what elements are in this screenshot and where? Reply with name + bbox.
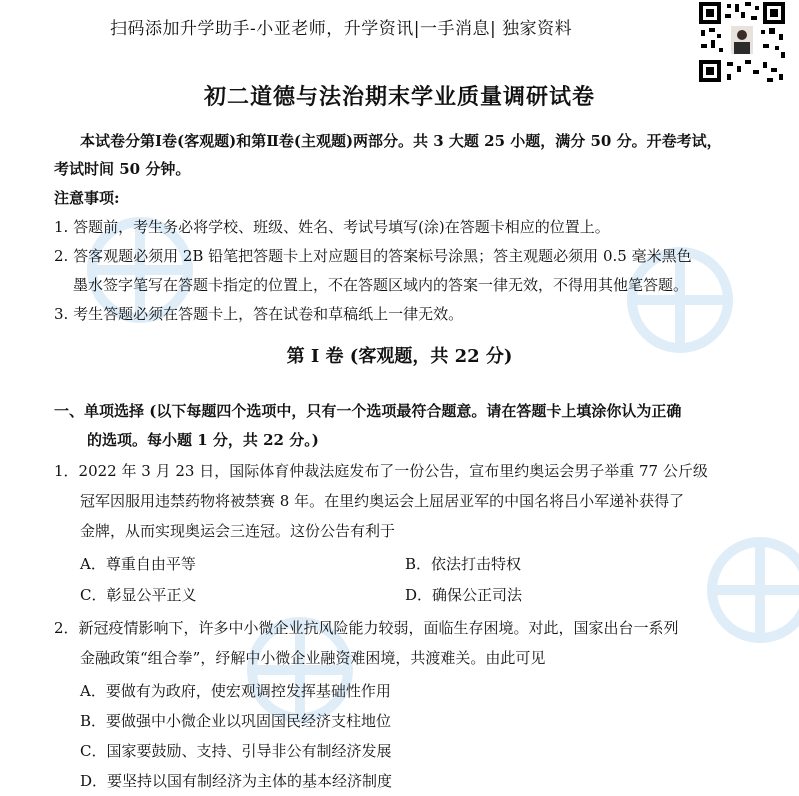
question-1-option-c[interactable]: C．彰显公平正义 [80, 586, 197, 604]
page-title: 初二道德与法治期末学业质量调研试卷 [203, 84, 595, 110]
promo-header: 扫码添加升学助手-小亚老师，升学资讯|一手消息| 独家资料 [110, 19, 573, 39]
watermark-logo-icon [690, 520, 799, 660]
qr-code-icon[interactable] [697, 0, 787, 84]
question-1-line-1: 1．2022 年 3 月 23 日，国际体育仲裁法庭发布了一份公告，宣布里约奥运会男子举重 77 公斤级 [54, 462, 708, 480]
note-item-3: 3. 考生答题必须在答题卡上，答在试卷和草稿纸上一律无效。 [54, 305, 464, 323]
intro-line-2: 考试时间 50 分钟。 [54, 160, 191, 178]
question-2-option-a[interactable]: A．要做有为政府，使宏观调控发挥基础性作用 [80, 682, 391, 700]
part-1-heading: 一、单项选择 (以下每题四个选项中，只有一个选项最符合题意。请在答题卡上填涂你认为正确 [54, 402, 682, 420]
note-item-2-cont: 墨水签字笔写在答题卡指定的位置上，不在答题区域内的答案一律无效，不得用其他笔答题。 [73, 276, 689, 294]
notes-heading: 注意事项: [54, 189, 120, 207]
question-2-option-b[interactable]: B．要做强中小微企业以巩固国民经济支柱地位 [80, 712, 392, 730]
question-1-line-2: 冠军因服用违禁药物将被禁赛 8 年。在里约奥运会上屈居亚军的中国名将吕小军递补获得了 [80, 492, 685, 510]
note-item-1: 1. 答题前，考生务必将学校、班级、姓名、考试号填写(涂)在答题卡相应的位置上。 [54, 218, 610, 236]
note-item-2: 2. 答客观题必须用 2B 铅笔把答题卡上对应题目的答案标号涂黑；答主观题必须用 0.5 毫米黑色 [54, 247, 692, 265]
question-1-option-a[interactable]: A．尊重自由平等 [80, 555, 196, 573]
question-2-option-c[interactable]: C．国家要鼓励、支持、引导非公有制经济发展 [80, 742, 392, 760]
question-2-line-2: 金融政策“组合拳”，纾解中小微企业融资难困境，共渡难关。由此可见 [80, 649, 546, 667]
question-2-option-d[interactable]: D．要坚持以国有制经济为主体的基本经济制度 [80, 772, 393, 790]
intro-line-1: 本试卷分第Ⅰ卷(客观题)和第Ⅱ卷(主观题)两部分。共 3 大题 25 小题，满分 50 分。开卷考试， [80, 132, 722, 150]
section-1-title: 第 I 卷 (客观题，共 22 分) [286, 346, 513, 367]
question-1-line-3: 金牌，从而实现奥运会三连冠。这份公告有利于 [80, 522, 396, 540]
question-1-option-b[interactable]: B．依法打击特权 [405, 555, 522, 573]
question-1-option-d[interactable]: D．确保公正司法 [405, 586, 523, 604]
question-2-line-1: 2．新冠疫情影响下，许多中小微企业抗风险能力较弱，面临生存困境。对此，国家出台一系列 [54, 619, 679, 637]
part-1-heading-cont: 的选项。每小题 1 分，共 22 分。) [87, 431, 319, 449]
